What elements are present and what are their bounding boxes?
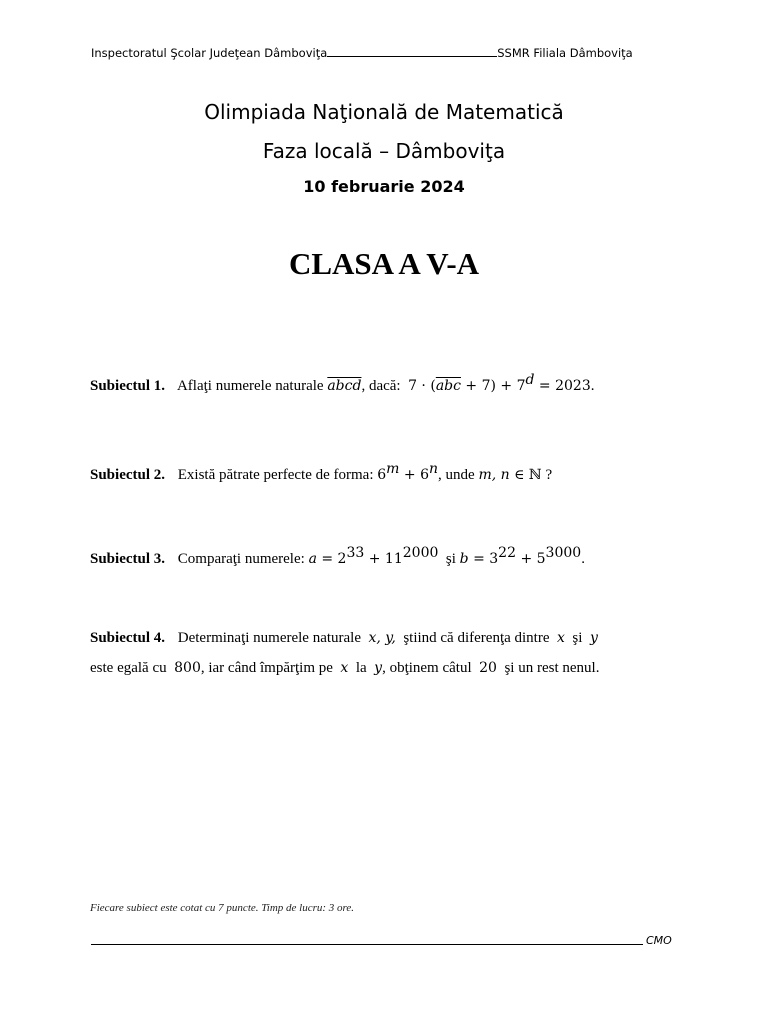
expr-part: 7 · (: [408, 378, 436, 394]
exponent: 2000: [402, 545, 439, 561]
header-rule: [327, 47, 497, 57]
subject-1: [90, 372, 595, 395]
expr-part: 6: [377, 467, 387, 483]
page-header: [91, 46, 681, 60]
subject-2-unde: , unde: [438, 467, 475, 483]
var-a: a: [308, 551, 317, 567]
expr-part: = 2: [316, 551, 347, 567]
phase-title: Faza locală – Dâmboviţa: [262, 139, 506, 163]
exam-date: 10 februarie 2024: [303, 177, 465, 196]
in-naturals: ∈ ℕ: [509, 467, 542, 483]
word-la: la: [355, 660, 367, 676]
value-800: 800: [174, 660, 201, 676]
conj-si: şi: [445, 551, 456, 567]
question-mark: ?: [541, 467, 553, 483]
subject-2-label: Subiectul 2.: [90, 467, 166, 483]
expr-part: + 6: [399, 467, 429, 483]
subject-2-text: Există pătrate perfecte de forma:: [177, 467, 374, 483]
expr-part: = 2023: [534, 378, 591, 394]
footer-rule: [91, 934, 643, 945]
value-20: 20: [479, 660, 497, 676]
vars-xy: x, y,: [368, 630, 396, 646]
exponent: 33: [346, 545, 365, 561]
subject-2: [90, 461, 552, 484]
period: .: [581, 551, 585, 567]
footer-cmo: CMO: [646, 934, 672, 947]
subject-4-text: Determinaţi numerele naturale: [177, 630, 362, 646]
subject-3-text: Comparaţi numerele:: [177, 551, 305, 567]
header-left: Inspectoratul Şcolar Judeţean Dâmboviţa: [91, 46, 328, 60]
expr-part: + 5: [516, 551, 546, 567]
period: .: [590, 378, 595, 394]
subject-4-text: este egală cu: [90, 660, 167, 676]
expr-part: = 3: [468, 551, 499, 567]
subject-4-text: , obţinem câtul: [382, 660, 472, 676]
conj-si: şi: [572, 630, 583, 646]
var-y: y: [374, 660, 383, 676]
subject-3-label: Subiectul 3.: [90, 551, 166, 567]
exponent-n: n: [429, 461, 439, 477]
subject-4-label: Subiectul 4.: [90, 630, 166, 646]
subject-4-text: ştiind că diferenţa dintre: [403, 630, 550, 646]
vars-mn: m, n: [478, 467, 510, 483]
olympiad-title: Olimpiada Naţională de Matematică: [204, 100, 564, 124]
footer-note: Fiecare subiect este cotat cu 7 puncte. Timp de lucru: 3 ore.: [90, 902, 355, 914]
subject-4-text: , iar când împărţim pe: [200, 660, 333, 676]
exponent-m: m: [386, 461, 400, 477]
var-y: y: [589, 630, 598, 646]
exponent-d: d: [525, 372, 535, 388]
header-right: SSMR Filiala Dâmboviţa: [497, 46, 633, 60]
subject-4: [90, 630, 598, 647]
subject-4-text: şi un rest nenul.: [504, 660, 600, 676]
abc-number: $\overline{abc}$: [435, 378, 461, 394]
expr-part: + 11: [364, 551, 403, 567]
class-title: CLASA A V-A: [288, 246, 480, 281]
var-x: x: [557, 630, 565, 646]
expr-part: + 7) + 7: [460, 378, 526, 394]
abcd-number: abcd: [327, 378, 362, 394]
exponent: 22: [498, 545, 516, 561]
subject-1-sep: , dacă:: [361, 378, 401, 394]
var-x: x: [340, 660, 349, 676]
var-b: b: [459, 551, 469, 567]
subject-3: [90, 545, 585, 568]
exponent: 3000: [545, 545, 582, 561]
subject-1-label: Subiectul 1.: [90, 378, 166, 394]
subject-4-line-2: [90, 660, 599, 677]
subject-1-text: Aflaţi numerele naturale: [176, 378, 324, 394]
